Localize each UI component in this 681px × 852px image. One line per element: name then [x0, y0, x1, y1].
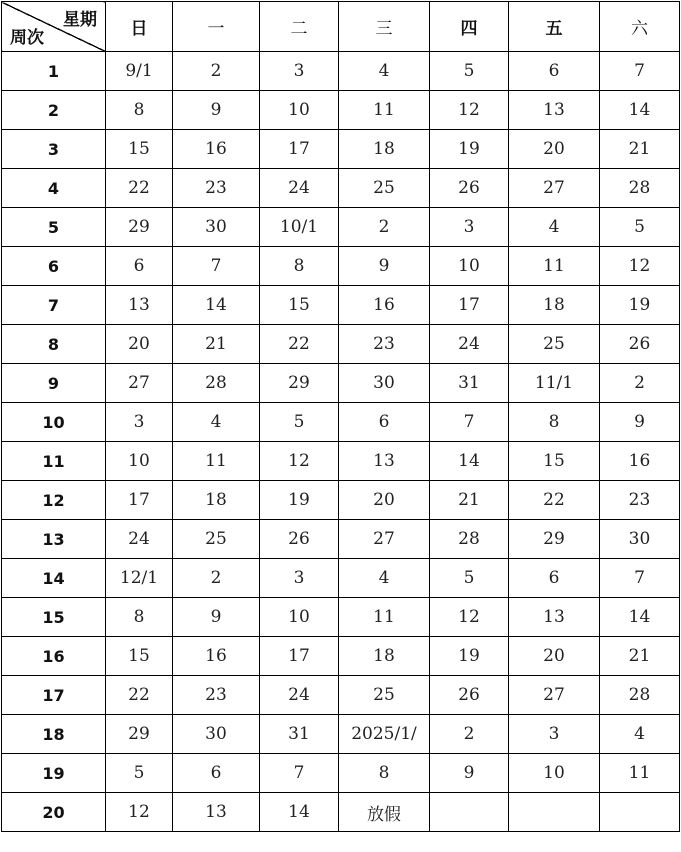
date-cell: 23 — [600, 481, 680, 520]
table-row — [2, 325, 680, 364]
table-row — [2, 598, 680, 637]
date-cell: 6 — [339, 403, 430, 442]
date-cell: 9/1 — [106, 52, 173, 91]
date-cell: 17 — [260, 637, 339, 676]
date-cell: 21 — [600, 637, 680, 676]
week-number-cell: 15 — [2, 598, 106, 637]
week-number-cell: 19 — [2, 754, 106, 793]
date-cell: 18 — [173, 481, 260, 520]
date-cell: 9 — [173, 598, 260, 637]
date-cell: 29 — [106, 208, 173, 247]
date-cell: 28 — [173, 364, 260, 403]
date-cell: 3 — [430, 208, 509, 247]
date-cell: 25 — [339, 676, 430, 715]
date-cell: 2 — [600, 364, 680, 403]
date-cell: 13 — [509, 598, 600, 637]
date-cell: 12 — [106, 793, 173, 832]
weekday-header-sun: 日 — [106, 2, 173, 52]
date-cell: 7 — [600, 559, 680, 598]
date-cell: 24 — [260, 676, 339, 715]
date-cell: 2025/1/ — [339, 715, 430, 754]
table-row — [2, 559, 680, 598]
date-cell: 24 — [106, 520, 173, 559]
date-cell: 26 — [260, 520, 339, 559]
date-cell: 17 — [430, 286, 509, 325]
date-cell: 15 — [106, 637, 173, 676]
week-number-cell: 9 — [2, 364, 106, 403]
date-cell: 5 — [106, 754, 173, 793]
date-cell: 4 — [339, 52, 430, 91]
week-number-cell: 20 — [2, 793, 106, 832]
date-cell: 30 — [173, 715, 260, 754]
date-cell: 5 — [260, 403, 339, 442]
date-cell: 2 — [173, 559, 260, 598]
date-cell: 30 — [173, 208, 260, 247]
date-cell: 13 — [173, 793, 260, 832]
week-number-cell: 16 — [2, 637, 106, 676]
date-cell: 7 — [600, 52, 680, 91]
date-cell: 5 — [600, 208, 680, 247]
table-row — [2, 169, 680, 208]
date-cell: 2 — [173, 52, 260, 91]
date-cell: 7 — [260, 754, 339, 793]
week-number-cell: 2 — [2, 91, 106, 130]
date-cell: 7 — [430, 403, 509, 442]
date-cell: 6 — [509, 559, 600, 598]
date-cell: 2 — [339, 208, 430, 247]
date-cell: 11 — [509, 247, 600, 286]
date-cell: 8 — [106, 91, 173, 130]
academic-calendar-table — [1, 1, 680, 832]
date-cell: 5 — [430, 52, 509, 91]
date-cell: 27 — [509, 169, 600, 208]
date-cell: 11 — [600, 754, 680, 793]
date-cell: 8 — [106, 598, 173, 637]
table-row — [2, 208, 680, 247]
date-cell: 3 — [509, 715, 600, 754]
date-cell: 14 — [600, 598, 680, 637]
week-number-cell: 12 — [2, 481, 106, 520]
week-number-cell: 17 — [2, 676, 106, 715]
header-row — [2, 2, 680, 52]
date-cell: 9 — [173, 91, 260, 130]
date-cell: 14 — [600, 91, 680, 130]
date-cell: 31 — [430, 364, 509, 403]
date-cell: 3 — [260, 52, 339, 91]
table-row — [2, 676, 680, 715]
week-number-cell: 10 — [2, 403, 106, 442]
date-cell: 10/1 — [260, 208, 339, 247]
date-cell: 16 — [339, 286, 430, 325]
weekday-header-mon: 一 — [173, 2, 260, 52]
table-row — [2, 286, 680, 325]
date-cell: 16 — [173, 130, 260, 169]
date-cell: 19 — [260, 481, 339, 520]
week-number-cell: 18 — [2, 715, 106, 754]
date-cell: 21 — [600, 130, 680, 169]
date-cell: 11 — [173, 442, 260, 481]
date-cell: 13 — [509, 91, 600, 130]
date-cell: 9 — [339, 247, 430, 286]
date-cell: 22 — [260, 325, 339, 364]
date-cell: 18 — [339, 130, 430, 169]
date-cell: 3 — [260, 559, 339, 598]
date-cell: 30 — [339, 364, 430, 403]
date-cell: 16 — [600, 442, 680, 481]
date-cell: 20 — [339, 481, 430, 520]
date-cell: 10 — [106, 442, 173, 481]
date-cell: 21 — [430, 481, 509, 520]
week-number-cell: 8 — [2, 325, 106, 364]
weekday-header-tue: 二 — [260, 2, 339, 52]
date-cell: 8 — [260, 247, 339, 286]
date-cell: 29 — [260, 364, 339, 403]
date-cell: 27 — [509, 676, 600, 715]
week-number-cell: 11 — [2, 442, 106, 481]
date-cell: 27 — [106, 364, 173, 403]
date-cell: 29 — [106, 715, 173, 754]
table-row — [2, 481, 680, 520]
date-cell: 14 — [430, 442, 509, 481]
date-cell: 15 — [260, 286, 339, 325]
date-cell: 12/1 — [106, 559, 173, 598]
date-cell: 18 — [339, 637, 430, 676]
date-cell: 28 — [600, 676, 680, 715]
date-cell: 25 — [509, 325, 600, 364]
date-cell: 22 — [106, 169, 173, 208]
date-cell: 4 — [339, 559, 430, 598]
date-cell — [509, 793, 600, 832]
weekday-header-sat: 六 — [600, 2, 680, 52]
date-cell: 6 — [509, 52, 600, 91]
date-cell: 31 — [260, 715, 339, 754]
date-cell: 11/1 — [509, 364, 600, 403]
date-cell: 26 — [430, 676, 509, 715]
date-cell: 11 — [339, 598, 430, 637]
table-row — [2, 793, 680, 832]
date-cell: 12 — [430, 598, 509, 637]
date-cell: 21 — [173, 325, 260, 364]
date-cell: 22 — [106, 676, 173, 715]
date-cell: 18 — [509, 286, 600, 325]
date-cell: 27 — [339, 520, 430, 559]
date-cell: 20 — [509, 637, 600, 676]
table-row — [2, 403, 680, 442]
date-cell — [600, 793, 680, 832]
date-cell: 3 — [106, 403, 173, 442]
date-cell: 13 — [339, 442, 430, 481]
date-cell: 17 — [106, 481, 173, 520]
table-row — [2, 637, 680, 676]
date-cell: 13 — [106, 286, 173, 325]
date-cell: 26 — [600, 325, 680, 364]
date-cell: 24 — [430, 325, 509, 364]
date-cell: 12 — [260, 442, 339, 481]
corner-header-cell — [2, 2, 106, 52]
calendar-body — [2, 52, 680, 832]
date-cell: 24 — [260, 169, 339, 208]
date-cell: 25 — [339, 169, 430, 208]
date-cell: 5 — [430, 559, 509, 598]
date-cell: 20 — [509, 130, 600, 169]
date-cell: 6 — [106, 247, 173, 286]
date-cell: 29 — [509, 520, 600, 559]
date-cell: 16 — [173, 637, 260, 676]
date-cell: 23 — [339, 325, 430, 364]
date-cell: 8 — [339, 754, 430, 793]
table-row — [2, 754, 680, 793]
date-cell: 28 — [600, 169, 680, 208]
weekday-header-thu: 四 — [430, 2, 509, 52]
week-number-cell: 7 — [2, 286, 106, 325]
date-cell: 4 — [600, 715, 680, 754]
date-cell: 17 — [260, 130, 339, 169]
date-cell: 22 — [509, 481, 600, 520]
weekday-header-wed: 三 — [339, 2, 430, 52]
week-number-cell: 14 — [2, 559, 106, 598]
table-row — [2, 52, 680, 91]
table-row — [2, 520, 680, 559]
date-cell: 12 — [430, 91, 509, 130]
week-axis-label: 周次 — [10, 28, 44, 48]
table-row — [2, 364, 680, 403]
date-cell: 9 — [430, 754, 509, 793]
date-cell: 26 — [430, 169, 509, 208]
date-cell — [430, 793, 509, 832]
week-number-cell: 13 — [2, 520, 106, 559]
table-row — [2, 247, 680, 286]
table-row — [2, 91, 680, 130]
weekday-header-fri: 五 — [509, 2, 600, 52]
date-cell: 19 — [430, 637, 509, 676]
date-cell: 6 — [173, 754, 260, 793]
date-cell: 28 — [430, 520, 509, 559]
table-row — [2, 715, 680, 754]
date-cell: 19 — [600, 286, 680, 325]
date-cell: 4 — [173, 403, 260, 442]
date-cell: 11 — [339, 91, 430, 130]
date-cell: 23 — [173, 676, 260, 715]
table-row — [2, 442, 680, 481]
date-cell: 15 — [106, 130, 173, 169]
table-row — [2, 130, 680, 169]
week-number-cell: 3 — [2, 130, 106, 169]
date-cell: 14 — [260, 793, 339, 832]
date-cell: 7 — [173, 247, 260, 286]
date-cell: 20 — [106, 325, 173, 364]
date-cell: 12 — [600, 247, 680, 286]
date-cell: 15 — [509, 442, 600, 481]
week-number-cell: 6 — [2, 247, 106, 286]
date-cell: 10 — [509, 754, 600, 793]
date-cell: 10 — [260, 598, 339, 637]
date-cell: 10 — [430, 247, 509, 286]
week-number-cell: 5 — [2, 208, 106, 247]
date-cell: 8 — [509, 403, 600, 442]
week-number-cell: 1 — [2, 52, 106, 91]
date-cell: 9 — [600, 403, 680, 442]
week-number-cell: 4 — [2, 169, 106, 208]
date-cell: 4 — [509, 208, 600, 247]
date-cell: 23 — [173, 169, 260, 208]
date-cell: 25 — [173, 520, 260, 559]
date-cell: 放假 — [339, 793, 430, 832]
date-cell: 2 — [430, 715, 509, 754]
date-cell: 14 — [173, 286, 260, 325]
date-cell: 19 — [430, 130, 509, 169]
date-cell: 10 — [260, 91, 339, 130]
date-cell: 30 — [600, 520, 680, 559]
weekday-axis-label: 星期 — [63, 10, 97, 30]
